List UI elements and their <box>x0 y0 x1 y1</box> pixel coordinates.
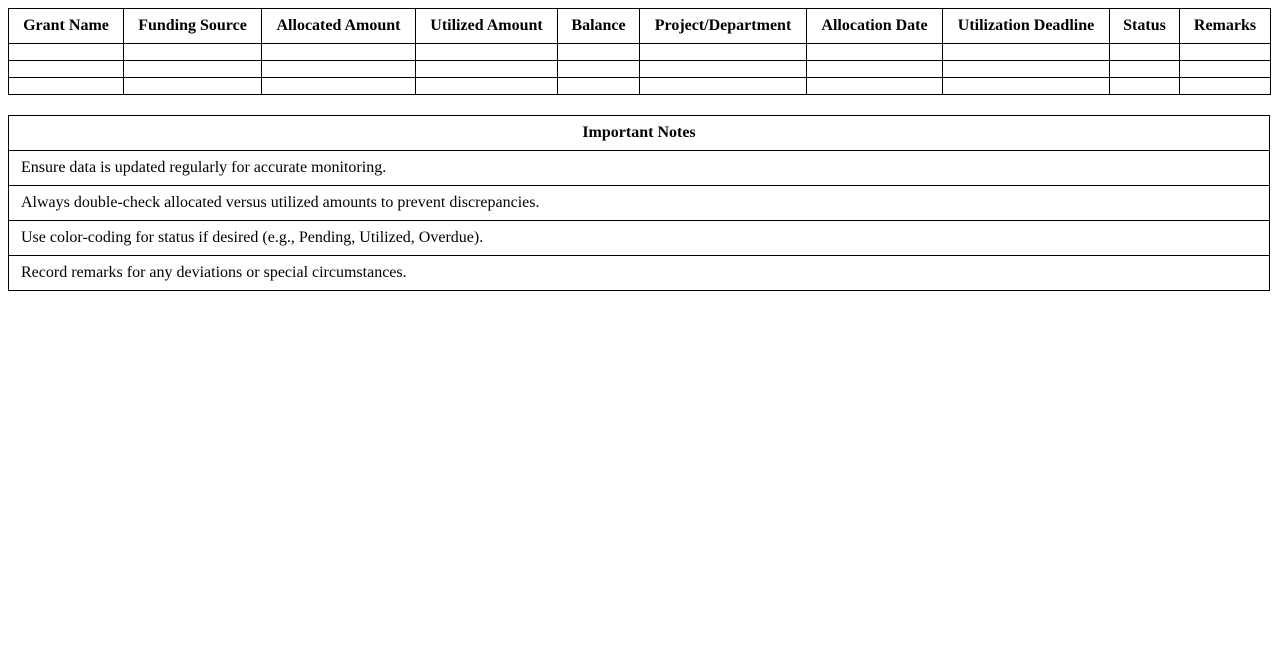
table-cell[interactable] <box>640 61 807 78</box>
table-cell[interactable] <box>807 78 943 95</box>
table-cell[interactable] <box>943 78 1110 95</box>
column-header-allocated-amount: Allocated Amount <box>262 9 416 44</box>
note-item: Use color-coding for status if desired (e.g., Pending, Utilized, Overdue). <box>9 221 1270 256</box>
table-cell[interactable] <box>124 61 262 78</box>
table-cell[interactable] <box>1180 61 1271 78</box>
note-item: Always double-check allocated versus utilized amounts to prevent discrepancies. <box>9 186 1270 221</box>
table-row <box>9 78 1271 95</box>
column-header-allocation-date: Allocation Date <box>807 9 943 44</box>
table-cell[interactable] <box>558 44 640 61</box>
note-row <box>9 151 1270 186</box>
table-cell[interactable] <box>807 61 943 78</box>
column-header-project-department: Project/Department <box>640 9 807 44</box>
column-header-status: Status <box>1110 9 1180 44</box>
note-row <box>9 221 1270 256</box>
grant-tracking-table <box>8 8 1271 95</box>
notes-title: Important Notes <box>9 116 1270 151</box>
table-cell[interactable] <box>640 78 807 95</box>
note-item: Ensure data is updated regularly for accurate monitoring. <box>9 151 1270 186</box>
table-cell[interactable] <box>416 78 558 95</box>
table-cell[interactable] <box>807 44 943 61</box>
table-cell[interactable] <box>1180 78 1271 95</box>
table-cell[interactable] <box>943 61 1110 78</box>
important-notes-table <box>8 115 1270 291</box>
column-header-utilized-amount: Utilized Amount <box>416 9 558 44</box>
table-cell[interactable] <box>1110 61 1180 78</box>
table-cell[interactable] <box>558 78 640 95</box>
table-cell[interactable] <box>9 61 124 78</box>
table-cell[interactable] <box>124 78 262 95</box>
table-cell[interactable] <box>558 61 640 78</box>
column-header-remarks: Remarks <box>1180 9 1271 44</box>
column-header-grant-name: Grant Name <box>9 9 124 44</box>
column-header-balance: Balance <box>558 9 640 44</box>
table-cell[interactable] <box>262 78 416 95</box>
table-cell[interactable] <box>1110 44 1180 61</box>
table-cell[interactable] <box>9 78 124 95</box>
table-row <box>9 44 1271 61</box>
table-cell[interactable] <box>124 44 262 61</box>
table-row <box>9 61 1271 78</box>
table-cell[interactable] <box>1110 78 1180 95</box>
table-header-row <box>9 9 1271 44</box>
table-cell[interactable] <box>640 44 807 61</box>
table-cell[interactable] <box>416 61 558 78</box>
column-header-utilization-deadline: Utilization Deadline <box>943 9 1110 44</box>
note-row <box>9 256 1270 291</box>
table-cell[interactable] <box>9 44 124 61</box>
table-cell[interactable] <box>1180 44 1271 61</box>
notes-header-row <box>9 116 1270 151</box>
table-cell[interactable] <box>262 44 416 61</box>
note-row <box>9 186 1270 221</box>
column-header-funding-source: Funding Source <box>124 9 262 44</box>
table-cell[interactable] <box>416 44 558 61</box>
table-cell[interactable] <box>262 61 416 78</box>
table-cell[interactable] <box>943 44 1110 61</box>
note-item: Record remarks for any deviations or special circumstances. <box>9 256 1270 291</box>
